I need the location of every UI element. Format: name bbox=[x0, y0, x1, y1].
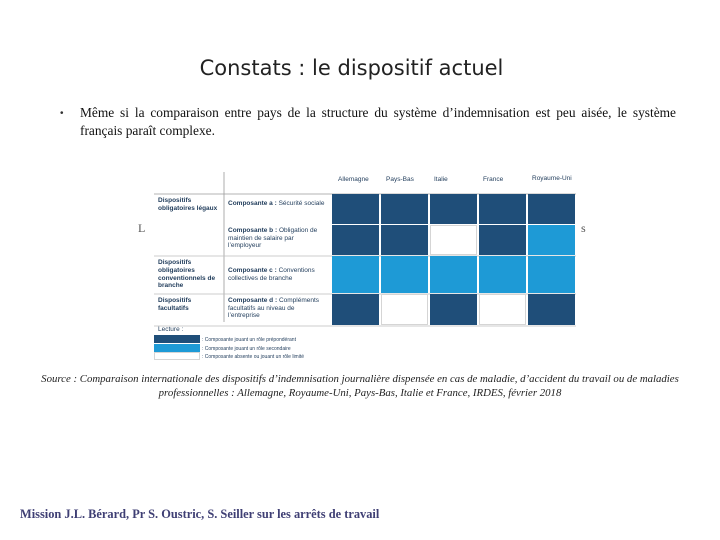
hidden-text-fragment-right: s bbox=[581, 221, 586, 235]
group-label-legal: Dispositifs obligatoires légaux bbox=[158, 197, 218, 212]
component-a-letter: Composante a : bbox=[228, 200, 277, 207]
country-header-italy: Italie bbox=[434, 176, 448, 183]
component-c-label bbox=[228, 267, 328, 282]
comparison-figure bbox=[154, 172, 576, 362]
matrix-cell bbox=[479, 194, 526, 224]
matrix-cell bbox=[381, 194, 428, 224]
source-citation: Source : Comparaison internationale des dispositifs d’indemnisation journalière dispensée en cas de maladie, d’accident du travail ou de maladies professionnelles : Allemagne, Royaume-Uni, Pays-Bas, Italie et France, IRDES, février 2018 bbox=[41, 373, 679, 399]
group-label-optional: Dispositifs facultatifs bbox=[158, 297, 192, 312]
slide-footer: Mission J.L. Bérard, Pr S. Oustric, S. Seiller sur les arrêts de travail bbox=[20, 507, 380, 521]
legend-title: Lecture : bbox=[158, 326, 184, 333]
legend-item-absent: : Composante absente ou jouant un rôle limité bbox=[202, 354, 305, 360]
legend-item-major: : Composante jouant un rôle prépondérant bbox=[202, 337, 296, 343]
matrix-cell bbox=[332, 194, 379, 224]
component-d-letter: Composante d : bbox=[228, 297, 278, 304]
matrix-cell bbox=[430, 256, 477, 293]
component-a-label bbox=[228, 200, 328, 208]
matrix-cell bbox=[332, 225, 379, 255]
component-d-label bbox=[228, 297, 328, 320]
matrix-cell bbox=[381, 256, 428, 293]
legend-swatch bbox=[154, 335, 200, 343]
legend-item-minor: : Composante jouant un rôle secondaire bbox=[202, 346, 291, 352]
country-header-germany: Allemagne bbox=[338, 176, 369, 183]
matrix-cell bbox=[430, 294, 477, 325]
legend-swatch bbox=[154, 352, 200, 360]
matrix-cell bbox=[528, 294, 575, 325]
country-header-netherlands: Pays-Bas bbox=[386, 176, 414, 183]
component-b-label bbox=[228, 227, 328, 250]
slide-title: Constats : le dispositif actuel bbox=[199, 56, 504, 80]
component-b-desc: Obligation de maintien de salaire par l’employeur bbox=[228, 227, 318, 249]
matrix-cell bbox=[332, 256, 379, 293]
group-label-branch: Dispositifs obligatoires conventionnels de branche bbox=[158, 259, 216, 290]
legend-swatch bbox=[154, 344, 200, 352]
matrix-cell bbox=[479, 294, 526, 325]
matrix-cell bbox=[528, 194, 575, 224]
matrix-cell bbox=[332, 294, 379, 325]
matrix-cell bbox=[479, 225, 526, 255]
country-header-france: France bbox=[483, 176, 504, 183]
matrix-cell bbox=[528, 256, 575, 293]
hidden-text-fragment-left: L bbox=[138, 221, 146, 235]
component-c-desc: Conventions collectives de branche bbox=[228, 267, 315, 282]
matrix-cell bbox=[430, 194, 477, 224]
component-d-desc: Compléments facultatifs au niveau de l’entreprise bbox=[228, 297, 320, 319]
component-b-letter: Composante b : bbox=[228, 227, 278, 234]
matrix-cell bbox=[430, 225, 477, 255]
matrix-cell bbox=[479, 256, 526, 293]
matrix-cell bbox=[528, 225, 575, 255]
component-c-letter: Composante c : bbox=[228, 267, 277, 274]
component-a-desc: Sécurité sociale bbox=[278, 200, 325, 207]
matrix-cell bbox=[381, 294, 428, 325]
matrix-cell bbox=[381, 225, 428, 255]
bullet-text: Même si la comparaison entre pays de la structure du système d’indemnisation est peu aisée, le système français paraît complexe. bbox=[80, 105, 676, 138]
country-header-uk: Royaume-Uni bbox=[532, 175, 572, 182]
bullet-marker: • bbox=[60, 108, 64, 119]
